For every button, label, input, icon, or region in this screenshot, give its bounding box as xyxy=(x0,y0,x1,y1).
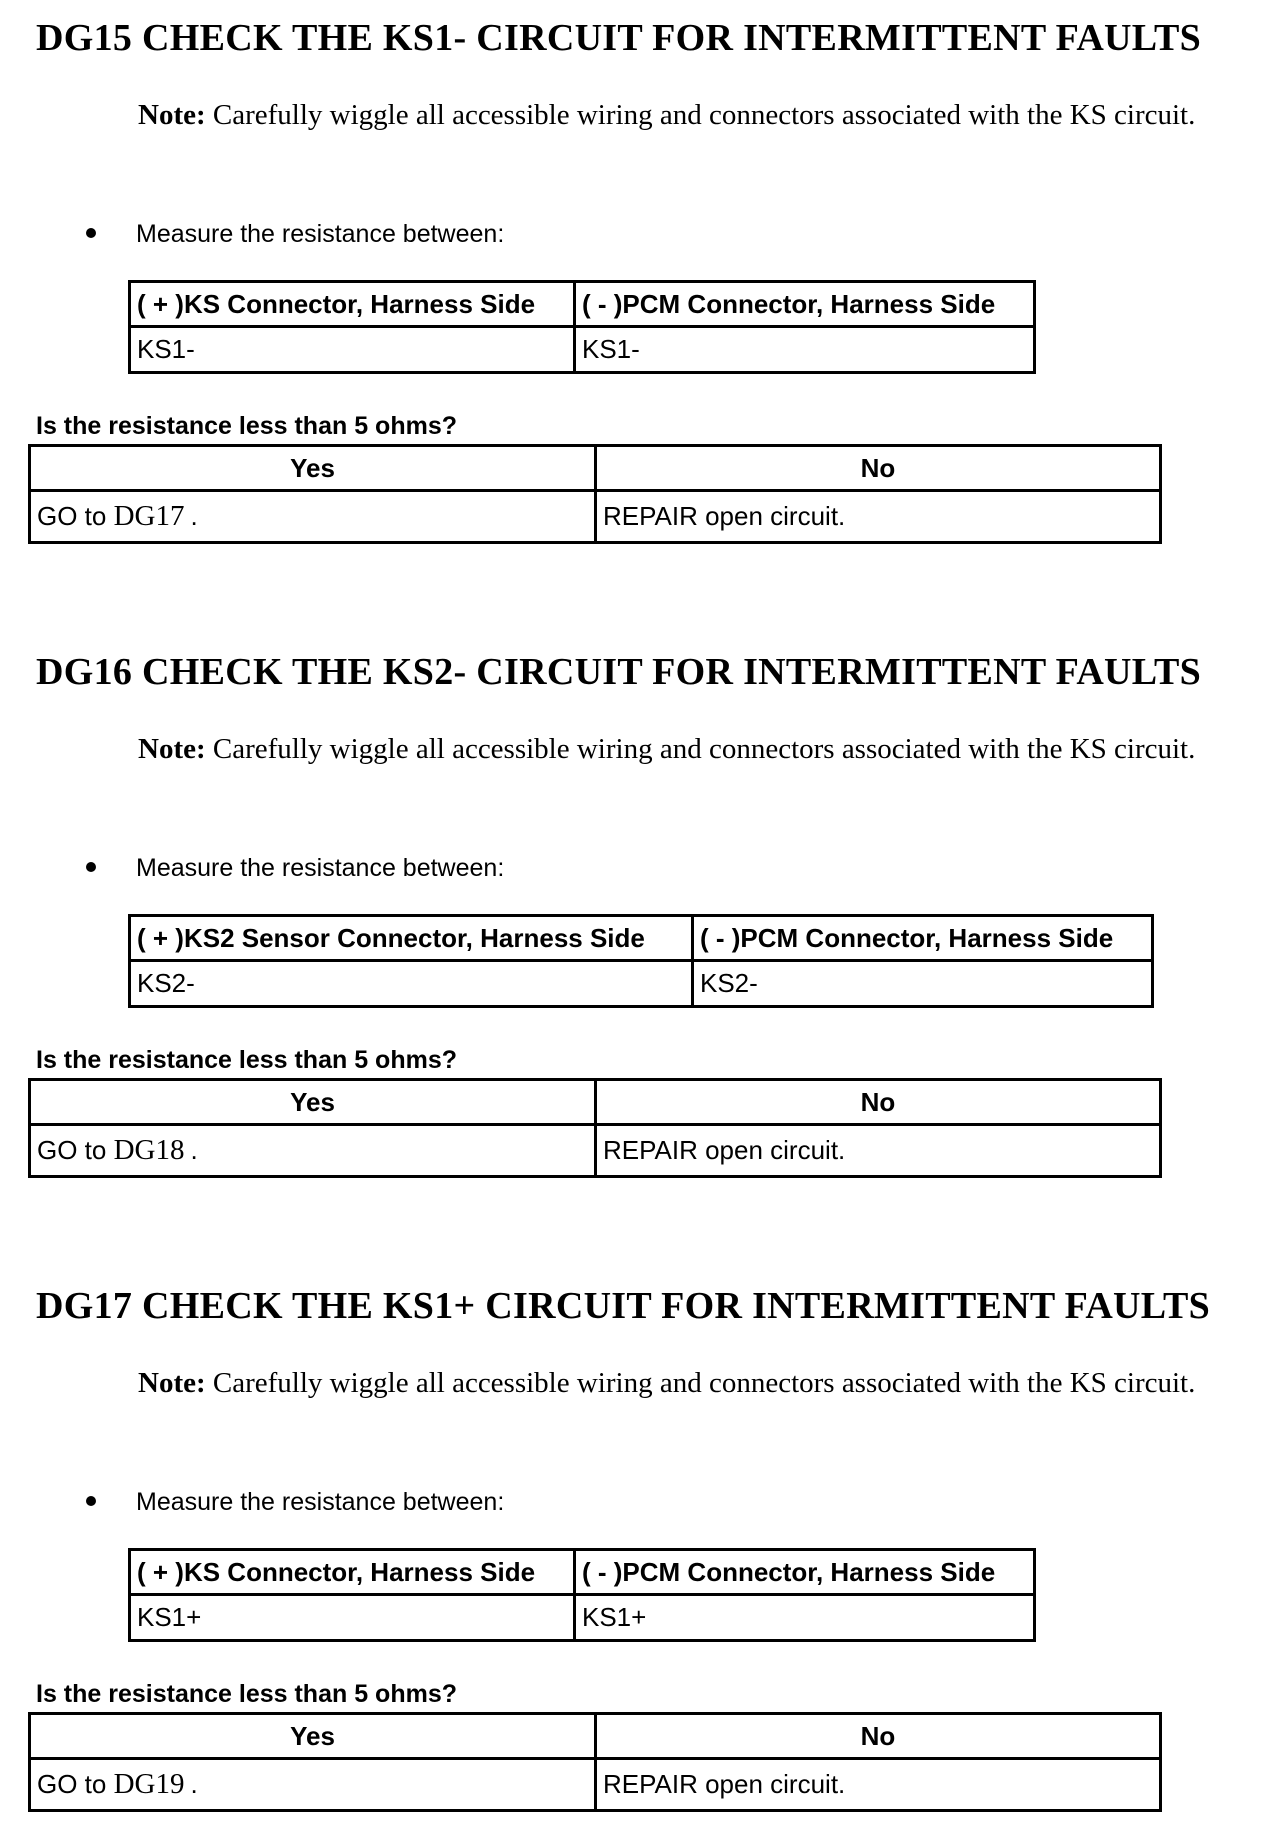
note-label: Note: xyxy=(138,1367,206,1399)
table-row xyxy=(30,1759,1161,1811)
table-row xyxy=(30,491,1161,543)
result-table xyxy=(28,1712,1162,1812)
no-header: No xyxy=(596,1714,1161,1759)
table-header-row xyxy=(130,916,1153,961)
note-paragraph xyxy=(138,96,1218,135)
measure-value-positive: KS1- xyxy=(130,327,575,373)
table-row xyxy=(130,327,1035,373)
section-dg17 xyxy=(0,1284,1264,1824)
bullet-item xyxy=(86,1488,504,1517)
measure-header-negative: ( - )PCM Connector, Harness Side xyxy=(693,916,1153,961)
bullet-icon xyxy=(86,862,96,872)
table-row xyxy=(30,1125,1161,1177)
bullet-item xyxy=(86,854,504,883)
goto-link-dg19[interactable]: DG19 xyxy=(113,1768,185,1800)
table-row xyxy=(130,1595,1035,1641)
yes-header: Yes xyxy=(30,446,596,491)
question-text: Is the resistance less than 5 ohms? xyxy=(36,412,457,440)
note-text: Carefully wiggle all accessible wiring and connectors associated with the KS circuit. xyxy=(212,99,1196,131)
yes-action-prefix: GO to xyxy=(37,1769,107,1799)
no-header: No xyxy=(596,446,1161,491)
measure-value-negative: KS1+ xyxy=(575,1595,1035,1641)
table-header-row xyxy=(30,446,1161,491)
yes-action-prefix: GO to xyxy=(37,1135,107,1165)
measure-header-negative: ( - )PCM Connector, Harness Side xyxy=(575,1550,1035,1595)
measurement-table xyxy=(128,280,1036,374)
yes-action xyxy=(30,1125,596,1177)
measure-value-positive: KS2- xyxy=(130,961,693,1007)
note-label: Note: xyxy=(138,99,206,131)
note-paragraph xyxy=(138,730,1218,769)
yes-action-suffix: . xyxy=(190,1769,198,1799)
table-header-row xyxy=(30,1714,1161,1759)
no-action: REPAIR open circuit. xyxy=(596,1759,1161,1811)
bullet-text: Measure the resistance between: xyxy=(136,854,505,882)
no-header: No xyxy=(596,1080,1161,1125)
measure-header-positive: ( + )KS2 Sensor Connector, Harness Side xyxy=(130,916,693,961)
table-header-row xyxy=(30,1080,1161,1125)
table-header-row xyxy=(130,282,1035,327)
yes-action-prefix: GO to xyxy=(37,501,107,531)
measure-value-negative: KS1- xyxy=(575,327,1035,373)
goto-link-dg17[interactable]: DG17 xyxy=(113,500,185,532)
section-heading: DG16 CHECK THE KS2- CIRCUIT FOR INTERMITTENT FAULTS xyxy=(36,651,1202,693)
yes-action xyxy=(30,491,596,543)
measurement-table xyxy=(128,1548,1036,1642)
yes-action-suffix: . xyxy=(190,1135,198,1165)
note-text: Carefully wiggle all accessible wiring and connectors associated with the KS circuit. xyxy=(212,733,1196,765)
section-dg16 xyxy=(0,650,1264,1190)
bullet-icon xyxy=(86,228,96,238)
note-text: Carefully wiggle all accessible wiring and connectors associated with the KS circuit. xyxy=(212,1367,1196,1399)
measure-header-positive: ( + )KS Connector, Harness Side xyxy=(130,282,575,327)
yes-header: Yes xyxy=(30,1714,596,1759)
goto-link-dg18[interactable]: DG18 xyxy=(113,1134,185,1166)
bullet-text: Measure the resistance between: xyxy=(136,220,505,248)
measurement-table xyxy=(128,914,1154,1008)
section-heading: DG17 CHECK THE KS1+ CIRCUIT FOR INTERMITTENT FAULTS xyxy=(36,1285,1211,1327)
measure-value-positive: KS1+ xyxy=(130,1595,575,1641)
measure-header-negative: ( - )PCM Connector, Harness Side xyxy=(575,282,1035,327)
no-action: REPAIR open circuit. xyxy=(596,1125,1161,1177)
note-label: Note: xyxy=(138,733,206,765)
bullet-text: Measure the resistance between: xyxy=(136,1488,505,1516)
no-action: REPAIR open circuit. xyxy=(596,491,1161,543)
question-text: Is the resistance less than 5 ohms? xyxy=(36,1680,457,1708)
section-heading: DG15 CHECK THE KS1- CIRCUIT FOR INTERMITTENT FAULTS xyxy=(36,17,1202,59)
note-paragraph xyxy=(138,1364,1218,1403)
yes-header: Yes xyxy=(30,1080,596,1125)
result-table xyxy=(28,1078,1162,1178)
measure-value-negative: KS2- xyxy=(693,961,1153,1007)
yes-action xyxy=(30,1759,596,1811)
bullet-icon xyxy=(86,1496,96,1506)
table-row xyxy=(130,961,1153,1007)
table-header-row xyxy=(130,1550,1035,1595)
yes-action-suffix: . xyxy=(190,501,198,531)
question-text: Is the resistance less than 5 ohms? xyxy=(36,1046,457,1074)
section-dg15 xyxy=(0,16,1264,556)
measure-header-positive: ( + )KS Connector, Harness Side xyxy=(130,1550,575,1595)
result-table xyxy=(28,444,1162,544)
bullet-item xyxy=(86,220,504,249)
